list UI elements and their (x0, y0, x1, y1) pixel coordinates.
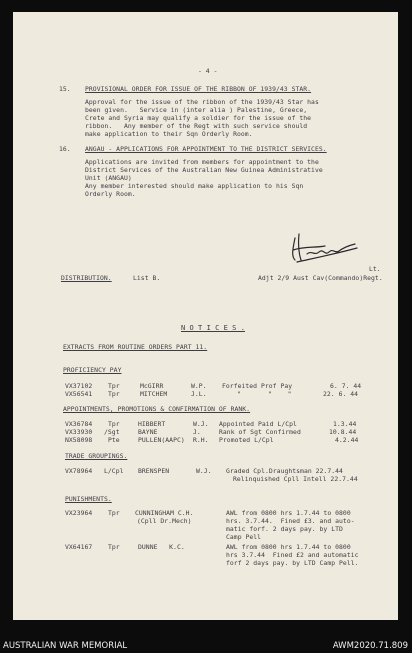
date: 1.3.44 (333, 420, 357, 428)
surname: MITCHEM (140, 390, 168, 398)
date: 6. 7. 44 (330, 382, 362, 390)
surname: PULLEN(AAPC) (138, 436, 185, 444)
rank: Tpr (108, 509, 120, 517)
document-page (13, 12, 398, 620)
service-number: VX37102 (65, 382, 93, 390)
initials: W.J. (193, 420, 209, 428)
initials: J. (193, 428, 201, 436)
service-number: VX78964 (65, 467, 93, 475)
item-15-line: Approval for the issue of the ribbon of the 1939/43 Star has (85, 98, 319, 106)
notices-title: N O T I C E S . (181, 324, 245, 332)
detail: Graded Cpl.Draughtsman 22.7.44 (226, 467, 343, 475)
detail: Promoted L/Cpl (219, 436, 274, 444)
item-15-line: make application to their Sqn Orderly Room. (85, 130, 253, 138)
initials: R.H. (193, 436, 209, 444)
detail: forf 2 days pay. by LTD Camp Pell. (226, 559, 359, 567)
item-15-heading: PROVISIONAL ORDER FOR ISSUE OF THE RIBBON OF 1939/43 STAR. (85, 85, 312, 93)
surname: HIBBERT (138, 420, 166, 428)
rank: /Sgt (104, 428, 120, 436)
item-16-line: Applications are invited from members for appointment to the (85, 158, 319, 166)
signature-rank: Lt. (369, 265, 381, 273)
item-15-line: Crete and Syria may qualify a soldier for the issue of the (85, 114, 312, 122)
item-15-number: 15. (59, 85, 71, 93)
initials: W.P. (191, 382, 207, 390)
signature-title: Adjt 2/9 Aust Cav(Commando)Regt. (258, 274, 383, 282)
date: 4.2.44 (335, 436, 359, 444)
date: 22. 6. 44 (323, 390, 359, 398)
rank: Tpr (108, 543, 120, 551)
item-16-heading: ANGAU - APPLICATIONS FOR APPOINTMENT TO THE DISTRICT SERVICES. (85, 145, 327, 153)
surname: BAYNE (138, 428, 158, 436)
proficiency-pay-heading: PROFICIENCY PAY (63, 366, 122, 374)
notices-subtitle: EXTRACTS FROM ROUTINE ORDERS PART 11. (63, 343, 208, 351)
date: 10.8.44 (329, 428, 357, 436)
detail: " " " (237, 390, 292, 398)
trade-groupings-heading: TRADE GROUPINGS. (65, 452, 128, 460)
distribution-label: DISTRIBUTION. (61, 274, 112, 282)
service-number: VX56541 (65, 390, 93, 398)
rank: Pte (108, 436, 120, 444)
item-16-line: District Services of the Australian New Guinea Administrative (85, 166, 323, 174)
rank: L/Cpl (104, 467, 124, 475)
detail: AWL from 0800 hrs 1.7.44 to 0800 (226, 543, 351, 551)
surname: McGIRR (140, 382, 164, 390)
item-16-line: Unit (ANGAU) (85, 174, 132, 182)
detail: Forfeited Prof Pay (222, 382, 293, 390)
handwritten-signature (285, 224, 365, 266)
detail: AWL from 0800 hrs 1.7.44 to 0800 (226, 509, 351, 517)
page-number: - 4 - (198, 67, 218, 75)
surname-note: (Cpll Dr.Mech) (137, 517, 192, 525)
detail: matic forf. 2 days pay. by LTD (226, 525, 343, 533)
item-15-line: ribbon. Any member of the Regt with such service should (85, 122, 308, 130)
punishments-heading: PUNISHMENTS. (65, 495, 112, 503)
detail: hrs. 3.7.44. Fined £3. and auto- (226, 517, 355, 525)
rank: Tpr (108, 390, 120, 398)
rank: Tpr (108, 382, 120, 390)
item-16-line: Any member interested should make application to his Sqn (85, 182, 304, 190)
service-number: VX33930 (65, 428, 93, 436)
service-number: VX23964 (65, 509, 93, 517)
footer-right: AWM2020.71.809 (332, 641, 408, 651)
detail: Rank of Sgt Confirmed (219, 428, 301, 436)
item-16-number: 16. (59, 145, 71, 153)
surname: DUNNE K.C. (138, 543, 185, 551)
surname: BRENSPEN (138, 467, 170, 475)
service-number: VX36784 (65, 420, 93, 428)
initials: W.J. (196, 467, 212, 475)
detail: Appointed Paid L/Cpl (219, 420, 297, 428)
rank: Tpr (108, 420, 120, 428)
detail: Camp Pell (226, 533, 262, 541)
detail: hrs 3.7.44 Fined £2 and automatic (226, 551, 359, 559)
initials: J.L. (191, 390, 207, 398)
service-number: NX58098 (65, 436, 93, 444)
item-16-line: Orderly Room. (85, 190, 136, 198)
appointments-heading: APPOINTMENTS, PROMOTIONS & CONFIRMATION OF RANK. (63, 405, 251, 413)
footer-left: AUSTRALIAN WAR MEMORIAL (3, 641, 128, 651)
service-number: VX64167 (65, 543, 93, 551)
surname: CUNNINGHAM C.H. (135, 509, 194, 517)
detail: Relinquished Cpll Intell 22.7.44 (233, 475, 358, 483)
item-15-line: been given. Service in (inter alia ) Palestine, Greece, (85, 106, 308, 114)
distribution-value: List B. (133, 274, 161, 282)
